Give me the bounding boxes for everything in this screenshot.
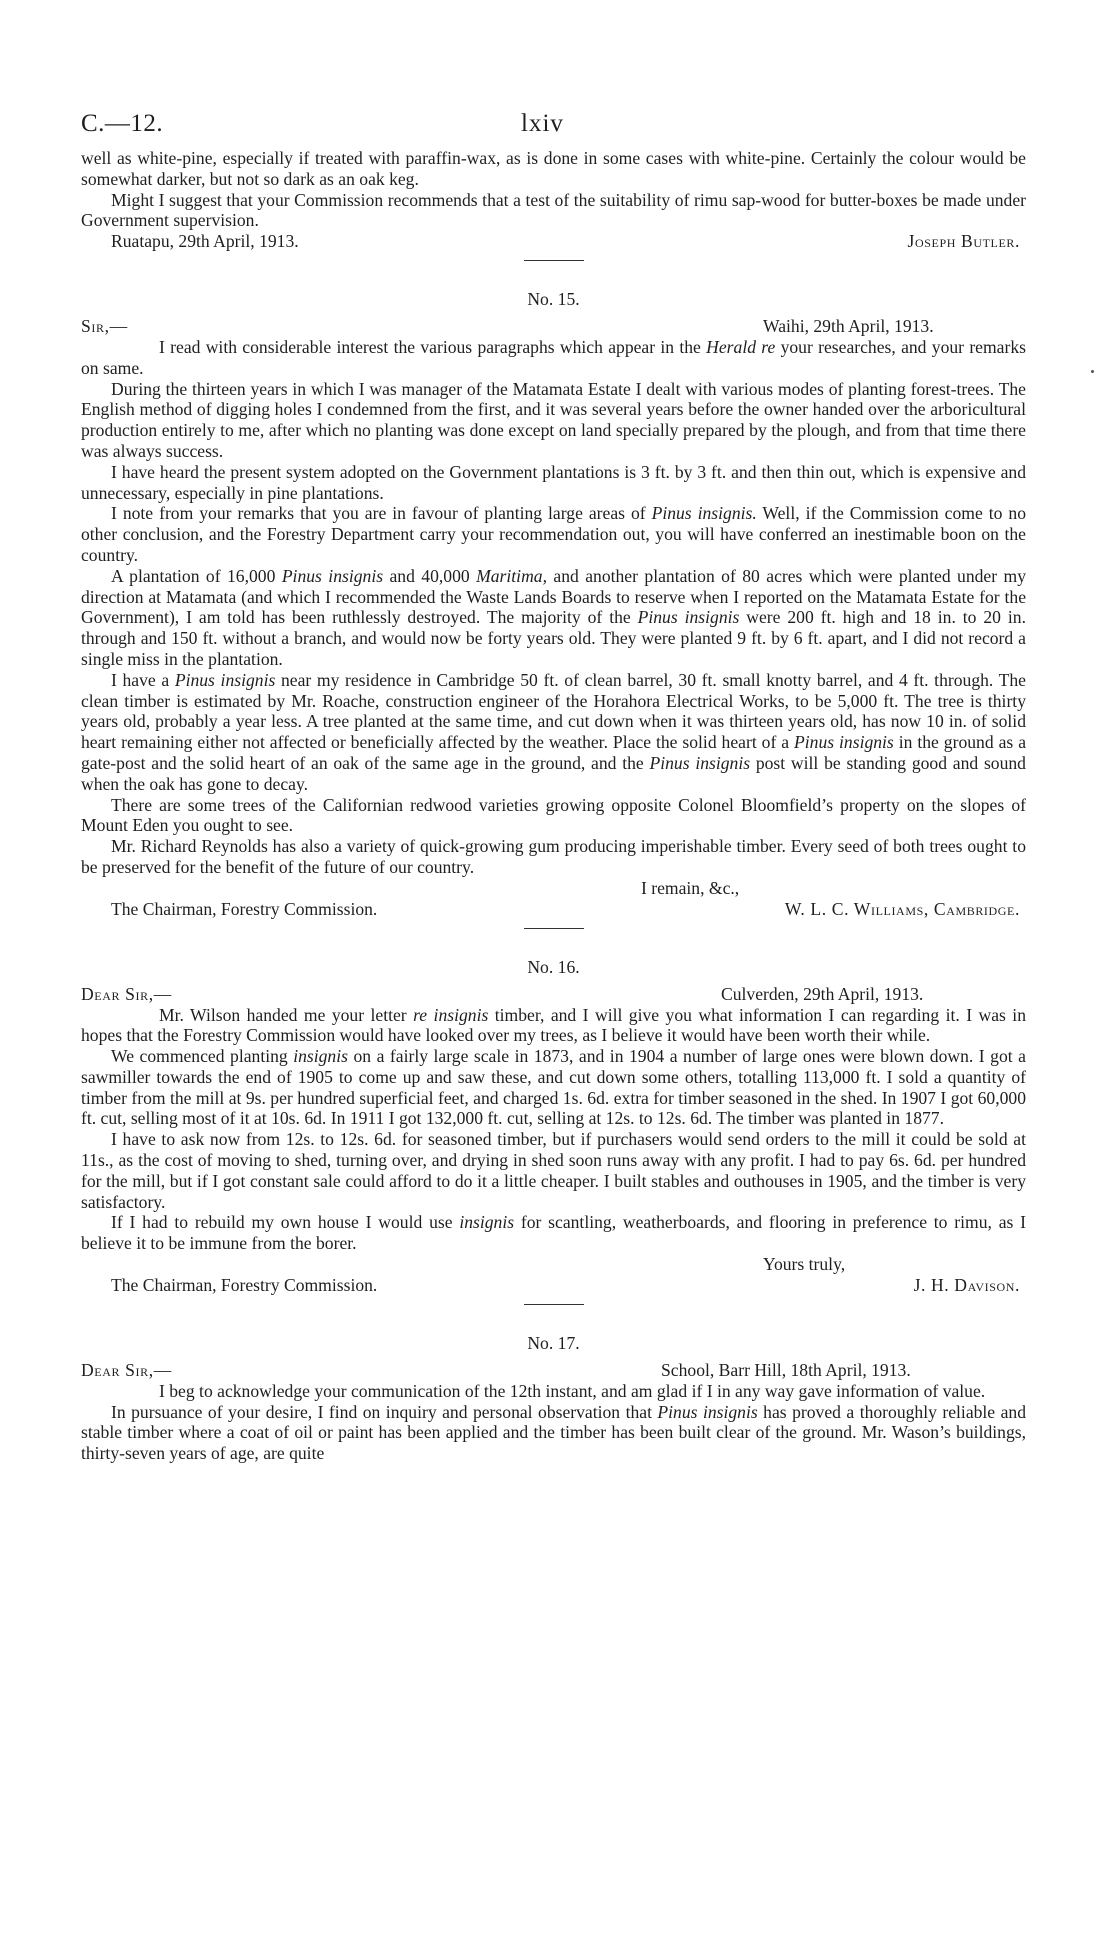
letter-16-paragraph-3: I have to ask now from 12s. to 12s. 6d. for seasoned timber, but if purchasers would send orders to the mill it could be sold at 11s., as the cost of moving to shed, turning over, and drying in shed soon runs away with any profit. I had to pay 6s. 6d. per hundred for the mill, but if I got constant sale could afford to do it a little cheaper. I built stables and outhouses in 1905, and the timber is very satisfactory. — [81, 1129, 1026, 1212]
letter-16-number: No. 16. — [527, 956, 580, 977]
letter-15-paragraph-1: I read with considerable interest the various paragraphs which appear in the Herald re your researches, and your remarks on same. — [81, 336, 1026, 378]
letter-15-addressee: The Chairman, Forestry Commission. — [111, 898, 378, 919]
letter-15-signature: W. L. C. Williams, Cambridge. — [784, 898, 1020, 919]
letter-15-paragraph-3: I have heard the present system adopted on the Government plantations is 3 ft. by 3 ft. and then thin out, which is expensive and unnecessary, especially in pine plantations. — [81, 461, 1026, 503]
letter-16-closing-row — [81, 1254, 1026, 1275]
letter-15-paragraph-5: A plantation of 16,000 Pinus insignis and 40,000 Maritima, and another plantation of 80 acres which were planted under my direction at Matamata (and which I recommended the Waste Lands Boards to reserve when I reported on the Matamata Estate for the Government), I am told has been ruthlessly destroyed. The majority of the Pinus insignis were 200 ft. high and 18 in. to 20 in. through and 150 ft. without a branch, and would now be forty years old. They were planted 9 ft. by 6 ft. apart, and I did not record a single miss in the plantation. — [81, 565, 1026, 669]
scan-speck — [1091, 370, 1094, 373]
intro-signature: Joseph Butler. — [907, 231, 1020, 252]
letter-16-paragraph-1: Mr. Wilson handed me your letter re insignis timber, and I will give you what information I can regarding it. I was in hopes that the Forestry Commission would have looked over my trees, as I believe it would have been worth their while. — [81, 1004, 1026, 1046]
intro-signature-row — [81, 231, 1026, 252]
letter-15-paragraph-8: Mr. Richard Reynolds has also a variety of quick-growing gum producing imperishable timber. Every seed of both trees ought to be preserved for the benefit of the future of our country. — [81, 836, 1026, 877]
letter-17-salutation: Dear Sir,— — [81, 1359, 172, 1380]
letter-17-place-date: School, Barr Hill, 18th April, 1913. — [661, 1359, 911, 1380]
section-divider — [524, 1304, 584, 1305]
letter-15-heading — [81, 316, 1026, 337]
letter-15-closing: I remain, &c., — [641, 877, 740, 898]
letter-15-closing-row — [81, 878, 1026, 899]
letter-16-paragraph-2: We commenced planting insignis on a fairly large scale in 1873, and in 1904 a number of large ones were blown down. I got a sawmiller towards the end of 1905 to come up and saw these, and cut down some others, totalling 113,000 ft. I sold a quantity of timber from the mill at 9s. per hundred superficial feet, and charged 1s. 6d. extra for timber seasoned in the shed. In 1907 I got 60,000 ft. cut, selling most of it at 10s. 6d. In 1911 I got 132,000 ft. cut, selling at 12s. to 12s. 6d. The timber was planted in 1877. — [81, 1046, 1026, 1129]
letter-17-paragraph-2: In pursuance of your desire, I find on inquiry and personal observation that Pinus insignis has proved a thoroughly reliable and stable timber where a coat of oil or paint has been applied and the timber has been built clear of the ground. Mr. Wason’s buildings, thirty-seven years of age, are quite — [81, 1401, 1026, 1464]
letter-16-paragraph-4: If I had to rebuild my own house I would use insignis for scantling, weatherboards, and flooring in preference to rimu, as I believe it to be immune from the borer. — [81, 1212, 1026, 1254]
page-header — [81, 108, 1026, 148]
letter-15-place-date: Waihi, 29th April, 1913. — [763, 315, 934, 336]
letter-15-paragraph-4: I note from your remarks that you are in favour of planting large areas of Pinus insignis. Well, if the Commission come to no other conclusion, and the Forestry Department carry your recommendation out, you will have conferred an inestimable boon on the country. — [81, 503, 1026, 565]
letter-15-signature-row — [81, 899, 1026, 920]
intro-paragraph-2: Might I suggest that your Commission recommends that a test of the suitability of rimu sap-wood for butter-boxes be made under Government supervision. — [81, 189, 1026, 231]
page-number: lxiv — [521, 110, 564, 137]
page-reference: C.—12. — [81, 110, 164, 137]
letter-15-salutation: Sir,— — [81, 315, 128, 336]
intro-place-date: Ruatapu, 29th April, 1913. — [111, 231, 299, 252]
letter-15-paragraph-2: During the thirteen years in which I was manager of the Matamata Estate I dealt with various modes of planting forest-trees. The English method of digging holes I condemned from the first, and it was several years before the owner handed over the arboricultural production entirely to me, after which no planting was done except on land specially prepared by the plough, and from that time there was always success. — [81, 378, 1026, 461]
letter-16-salutation: Dear Sir,— — [81, 983, 172, 1004]
intro-paragraph-1: well as white-pine, especially if treated with paraffin-wax, as is done in some cases with white-pine. Certainly the colour would be somewhat darker, but not so dark as an oak keg. — [81, 148, 1026, 189]
letter-15-paragraph-7: There are some trees of the Californian redwood varieties growing opposite Colonel Bloomfield’s property on the slopes of Mount Eden you ought to see. — [81, 794, 1026, 836]
letter-17-paragraph-1: I beg to acknowledge your communication of the 12th instant, and am glad if I in any way gave information of value. — [159, 1380, 986, 1401]
section-divider — [524, 928, 584, 929]
letter-16-signature: J. H. Davison. — [913, 1275, 1020, 1296]
letter-15-paragraph-6: I have a Pinus insignis near my residence in Cambridge 50 ft. of clean barrel, 30 ft. small knotty barrel, and 4 ft. through. The clean timber is estimated by Mr. Roache, construction engineer of the Horahora Electrical Works, to be 5,000 ft. The tree is thirty years old, probably a year less. A tree planted at the same time, and cut down when it was thirteen years old, has now 10 in. of solid heart remaining either not affected or beneficially affected by the weather. Place the solid heart of a Pinus insignis in the ground as a gate-post and the solid heart of an oak of the same age in the ground, and the Pinus insignis post will be standing good and sound when the oak has gone to decay. — [81, 669, 1026, 794]
section-divider — [524, 260, 584, 261]
letter-15-number: No. 15. — [527, 289, 580, 310]
letter-16-place-date: Culverden, 29th April, 1913. — [721, 983, 924, 1004]
document-page — [81, 108, 1026, 1464]
letter-16-addressee: The Chairman, Forestry Commission. — [111, 1275, 378, 1296]
letter-17-heading — [81, 1360, 1026, 1381]
letter-16-heading — [81, 984, 1026, 1005]
letter-16-closing: Yours truly, — [763, 1254, 846, 1275]
letter-17-number: No. 17. — [527, 1333, 580, 1354]
letter-16-signature-row — [81, 1275, 1026, 1296]
